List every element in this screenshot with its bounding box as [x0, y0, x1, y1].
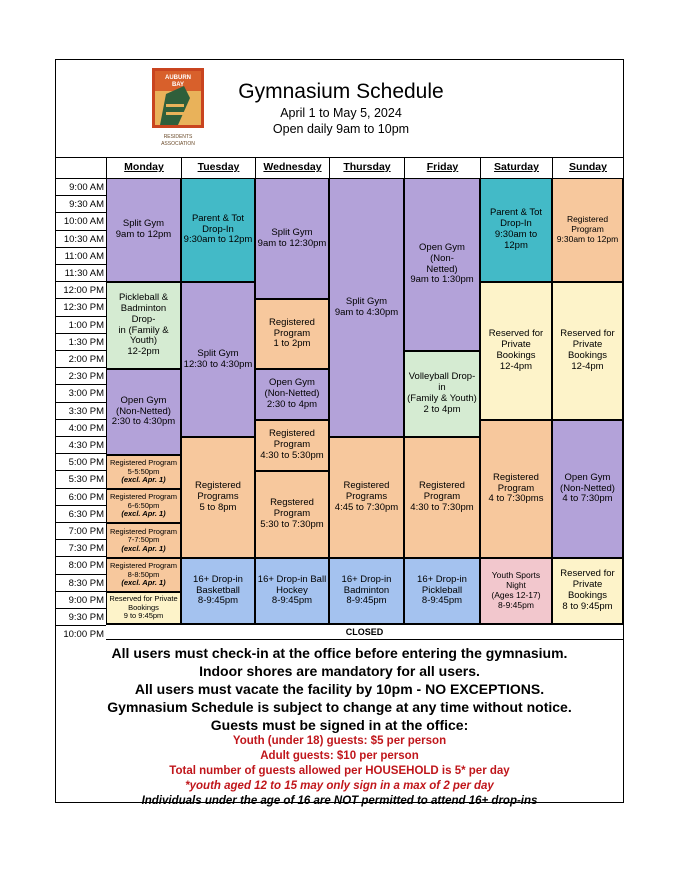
block-saturday-registered: Registered Program 4 to 7:30pms	[480, 420, 552, 558]
block-sunday-private-bookings-evening: Reserved for Private Bookings 8 to 9:45pm	[552, 558, 623, 624]
rule-schedule-change: Gymnasium Schedule is subject to change at any time without notice.	[107, 699, 572, 715]
exclusion-note: (excl. Apr. 1)	[121, 475, 166, 485]
block-sunday-open-gym: Open Gym (Non-Netted) 4 to 7:30pm	[552, 420, 623, 558]
block-monday-registered-2	[106, 489, 181, 523]
guest-limit: Total number of guests allowed per HOUSEHOLD is 5* per day	[169, 765, 510, 777]
time-label: 1:00 PM	[56, 316, 106, 333]
time-label: 12:00 PM	[56, 281, 106, 298]
block-monday-open-gym: Open Gym (Non-Netted) 2:30 to 4:30pm	[106, 369, 181, 455]
exclusion-note: (excl. Apr. 1)	[121, 543, 166, 553]
block-wednesday-registered-3: Regstered Program 5:30 to 7:30pm	[255, 471, 329, 558]
exclusion-note: (excl. Apr. 1)	[121, 578, 166, 588]
block-label: Registered Program 6-6:50pm	[109, 492, 178, 510]
time-label: 10:00 PM	[56, 625, 106, 642]
date-range: April 1 to May 5, 2024	[280, 106, 402, 120]
rule-indoor-shoes: Indoor shores are mandatory for all users.	[199, 663, 480, 679]
block-wednesday-ball-hockey: 16+ Drop-in Ball Hockey 8-9:45pm	[255, 558, 329, 624]
svg-text:AUBURN: AUBURN	[165, 75, 191, 81]
time-label: 10:00 AM	[56, 212, 106, 229]
block-saturday-private-bookings: Reserved for Private Bookings 12-4pm	[480, 282, 552, 420]
closed-row: CLOSED	[106, 624, 623, 640]
block-tuesday-parent-tot: Parent & Tot Drop-In 9:30am to 12pm	[181, 178, 255, 282]
block-friday-pickleball: 16+ Drop-in Pickleball 8-9:45pm	[404, 558, 480, 624]
time-label: 5:30 PM	[56, 470, 106, 487]
time-label: 9:00 PM	[56, 591, 106, 608]
time-label: 7:30 PM	[56, 539, 106, 556]
fee-youth-guests: Youth (under 18) guests: $5 per person	[232, 735, 447, 747]
block-thursday-badminton: 16+ Drop-in Badminton 8-9:45pm	[329, 558, 404, 624]
day-header-sunday: Sunday	[552, 157, 623, 178]
block-wednesday-registered-2: Registered Program 4:30 to 5:30pm	[255, 420, 329, 471]
block-thursday-registered: Registered Programs 4:45 to 7:30pm	[329, 437, 404, 558]
day-header-saturday: Saturday	[480, 157, 552, 178]
block-monday-pickleball: Pickleball & Badminton Drop- in (Family & Youth) 12-2pm	[106, 282, 181, 369]
time-label: 9:00 AM	[56, 178, 106, 195]
time-label: 11:30 AM	[56, 264, 106, 281]
day-header-monday: Monday	[106, 157, 181, 178]
time-label: 11:00 AM	[56, 247, 106, 264]
rules-section	[56, 644, 623, 809]
time-label: 9:30 PM	[56, 608, 106, 625]
time-label: 4:30 PM	[56, 436, 106, 453]
block-friday-open-gym: Open Gym (Non- Netted) 9am to 1:30pm	[404, 178, 480, 351]
block-tuesday-split-gym: Split Gym 12:30 to 4:30pm	[181, 282, 255, 437]
block-monday-private-bookings: Reserved for Private Bookings 9 to 9:45pm	[106, 592, 181, 624]
page-title: Gymnasium Schedule	[238, 80, 444, 103]
block-sunday-registered: Registered Program 9:30am to 12pm	[552, 178, 623, 282]
time-label: 5:00 PM	[56, 453, 106, 470]
svg-text:RESIDENTS: RESIDENTS	[163, 134, 193, 140]
time-label: 1:30 PM	[56, 333, 106, 350]
block-wednesday-open-gym: Open Gym (Non-Netted) 2:30 to 4pm	[255, 369, 329, 420]
block-wednesday-split-gym: Split Gym 9am to 12:30pm	[255, 178, 329, 299]
block-tuesday-registered: Registered Programs 5 to 8pm	[181, 437, 255, 558]
age-restriction-note: Individuals under the age of 16 are NOT permitted to attend 16+ drop-ins	[141, 795, 538, 807]
block-sunday-private-bookings: Reserved for Private Bookings 12-4pm	[552, 282, 623, 420]
block-friday-registered: Registered Program 4:30 to 7:30pm	[404, 437, 480, 558]
block-monday-registered-4	[106, 558, 181, 592]
svg-text:ASSOCIATION: ASSOCIATION	[161, 141, 195, 147]
block-monday-split-gym: Split Gym 9am to 12pm	[106, 178, 181, 282]
day-header-thursday: Thursday	[329, 157, 404, 178]
block-friday-volleyball: Volleyball Drop-in (Family & Youth) 2 to 4pm	[404, 351, 480, 437]
time-label: 9:30 AM	[56, 195, 106, 212]
block-monday-registered-1	[106, 455, 181, 489]
fee-adult-guests: Adult guests: $10 per person	[260, 750, 419, 762]
block-saturday-parent-tot: Parent & Tot Drop-In 9:30am to 12pm	[480, 178, 552, 282]
block-label: Registered Program 8-8:50pm	[109, 561, 178, 579]
block-wednesday-registered-1: Registered Program 1 to 2pm	[255, 299, 329, 369]
time-label: 2:00 PM	[56, 350, 106, 367]
day-header-wednesday: Wednesday	[255, 157, 329, 178]
time-label: 3:30 PM	[56, 402, 106, 419]
time-label: 12:30 PM	[56, 298, 106, 315]
auburn-bay-logo	[152, 68, 204, 148]
time-label: 6:30 PM	[56, 505, 106, 522]
svg-text:BAY: BAY	[171, 82, 185, 88]
time-label: 8:00 PM	[56, 556, 106, 573]
block-monday-registered-3	[106, 523, 181, 558]
block-saturday-youth-sports: Youth Sports Night (Ages 12-17) 8-9:45pm	[480, 558, 552, 624]
time-label: 8:30 PM	[56, 574, 106, 591]
open-hours: Open daily 9am to 10pm	[272, 122, 410, 136]
time-label: 10:30 AM	[56, 230, 106, 247]
day-header-tuesday: Tuesday	[181, 157, 255, 178]
rule-vacate: All users must vacate the facility by 10pm - NO EXCEPTIONS.	[134, 681, 545, 697]
block-tuesday-basketball: 16+ Drop-in Basketball 8-9:45pm	[181, 558, 255, 624]
exclusion-note: (excl. Apr. 1)	[121, 509, 166, 519]
block-label: Registered Program 5-5:50pm	[109, 458, 178, 476]
time-label: 6:00 PM	[56, 488, 106, 505]
day-header-friday: Friday	[404, 157, 480, 178]
youth-guest-note: *youth aged 12 to 15 may only sign in a max of 2 per day	[185, 780, 494, 792]
block-label: Registered Program 7-7:50pm	[109, 526, 178, 545]
schedule-sheet	[55, 59, 624, 807]
time-label: 7:00 PM	[56, 522, 106, 539]
time-label: 2:30 PM	[56, 367, 106, 384]
rule-guests: Guests must be signed in at the office:	[210, 717, 469, 733]
time-label: 4:00 PM	[56, 419, 106, 436]
block-thursday-split-gym: Split Gym 9am to 4:30pm	[329, 178, 404, 437]
rule-checkin: All users must check-in at the office before entering the gymnasium.	[111, 645, 568, 661]
time-label: 3:00 PM	[56, 384, 106, 401]
